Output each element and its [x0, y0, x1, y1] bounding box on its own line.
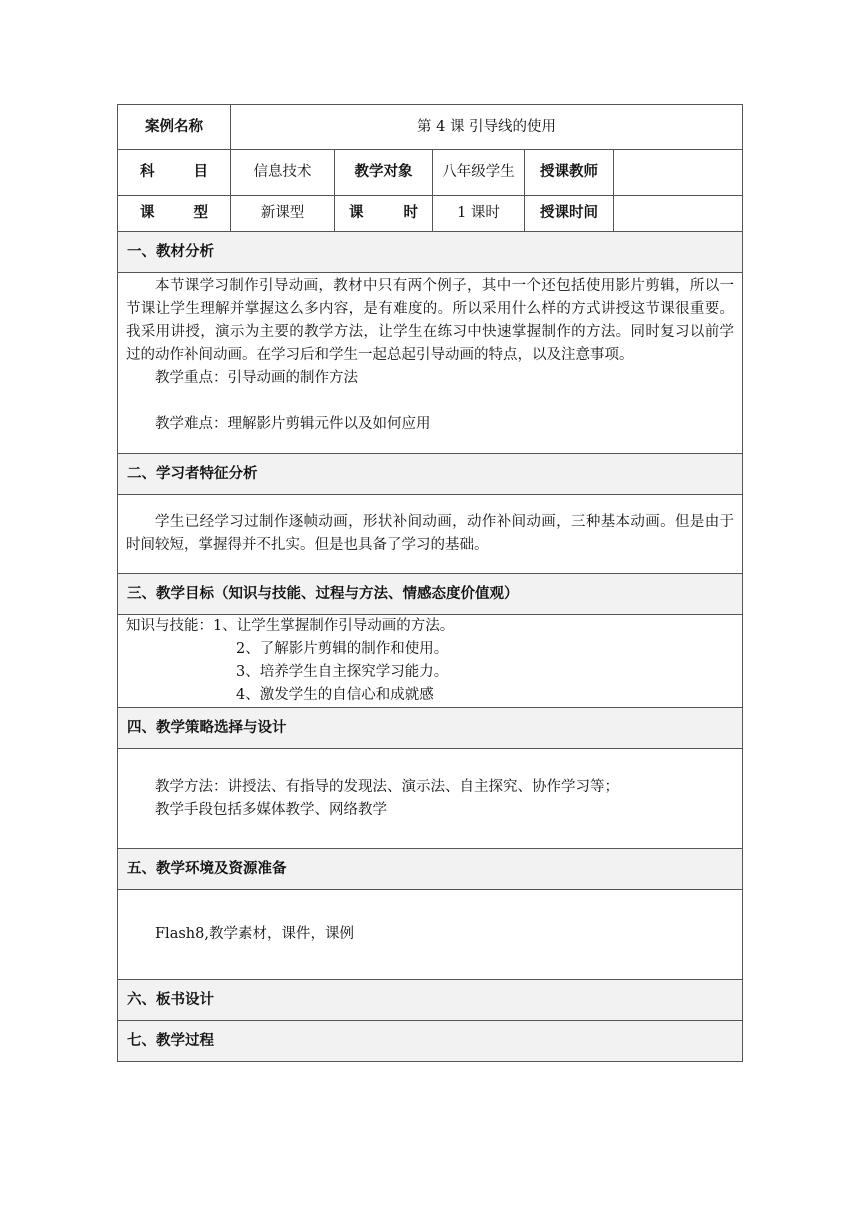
- subject-value: 信息技术: [231, 150, 335, 196]
- type-label: 课 型: [118, 196, 231, 232]
- teaching-means: 教学手段包括多媒体教学、网络教学: [155, 801, 387, 818]
- type-row: [118, 196, 743, 232]
- key-point: 教学重点：引导动画的制作方法: [155, 370, 358, 386]
- section-2-paragraph: 学生已经学习过制作逐帧动画，形状补间动画，动作补间动画，三种基本动画。但是由于时间较短，掌握得并不扎实。但是也具备了学习的基础。: [126, 514, 735, 553]
- section-5-header: [118, 849, 743, 890]
- time-value: [614, 196, 743, 232]
- teacher-value: [614, 150, 743, 196]
- case-name-row: [118, 105, 743, 150]
- goal-item: 3、培养学生自主探究学习能力。: [236, 664, 449, 680]
- section-5-title: 五、教学环境及资源准备: [118, 849, 743, 890]
- section-3-title: 三、教学目标（知识与技能、过程与方法、情感态度价值观）: [118, 574, 743, 615]
- audience-label: 教学对象: [335, 150, 433, 196]
- section-4-header: [118, 708, 743, 749]
- section-6-header: [118, 980, 743, 1021]
- section-3-body: [118, 615, 743, 708]
- section-1-body: [118, 273, 743, 454]
- section-1-paragraph: 本节课学习制作引导动画，教材中只有两个例子，其中一个还包括使用影片剪辑，所以一节课让学生理解并掌握这么多内容，是有难度的。所以采用什么样的方式讲授这节课很重要。我采用讲授，演示为主要的教学方法，让学生在练习中快速掌握制作的方法。同时复习以前学过的动作补间动画。在学习后和学生一起总起引导动画的特点，以及注意事项。: [126, 278, 735, 363]
- teacher-label: 授课教师: [525, 150, 614, 196]
- section-6-title: 六、板书设计: [118, 980, 743, 1021]
- goal-item: 4、激发学生的自信心和成就感: [236, 687, 434, 703]
- lesson-plan-table: [117, 104, 743, 1062]
- difficulty: 教学难点：理解影片剪辑元件以及如何应用: [155, 416, 431, 432]
- goal-item: 知识与技能：1、让学生掌握制作引导动画的方法。: [126, 618, 455, 634]
- time-label: 授课时间: [525, 196, 614, 232]
- resources: Flash8,教学素材，课件，课例: [155, 926, 354, 942]
- section-2-header: [118, 454, 743, 495]
- audience-value: 八年级学生: [433, 150, 525, 196]
- section-7-header: [118, 1021, 743, 1062]
- subject-label: 科 目: [118, 150, 231, 196]
- type-value: 新课型: [231, 196, 335, 232]
- hours-label: 课 时: [335, 196, 433, 232]
- goal-item: 2、了解影片剪辑的制作和使用。: [236, 641, 449, 657]
- hours-value: 1 课时: [433, 196, 525, 232]
- case-name-value: 第 4 课 引导线的使用: [231, 105, 743, 150]
- section-2-body: [118, 495, 743, 574]
- subject-row: [118, 150, 743, 196]
- section-4-title: 四、教学策略选择与设计: [118, 708, 743, 749]
- teaching-methods: 教学方法：讲授法、有指导的发现法、演示法、自主探究、协作学习等；: [155, 778, 619, 795]
- section-4-body: [118, 749, 743, 849]
- section-1-header: [118, 232, 743, 273]
- section-2-title: 二、学习者特征分析: [118, 454, 743, 495]
- section-3-header: [118, 574, 743, 615]
- case-name-label: 案例名称: [118, 105, 231, 150]
- section-5-body: [118, 890, 743, 980]
- section-1-title: 一、教材分析: [118, 232, 743, 273]
- section-7-title: 七、教学过程: [118, 1021, 743, 1062]
